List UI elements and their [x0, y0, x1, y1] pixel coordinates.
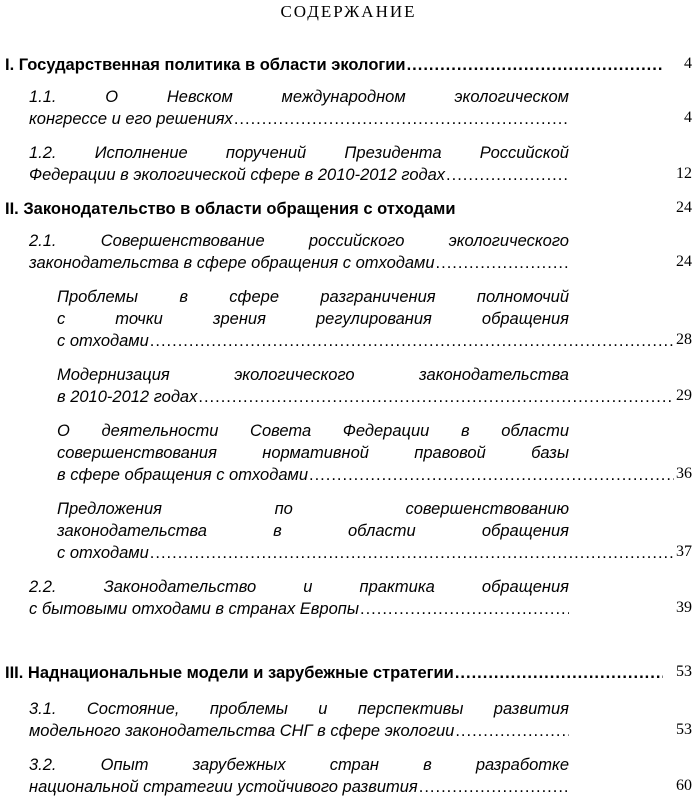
toc-section-3[interactable] — [5, 662, 663, 684]
toc-entry-3-1[interactable] — [29, 698, 569, 742]
entry-text: Предложения по совершенствованию — [57, 500, 569, 518]
entry-text: законодательства в области обращения — [57, 522, 569, 540]
toc-entry-3-2[interactable] — [29, 754, 569, 798]
entry-text: в 2010-2012 годах — [57, 388, 198, 406]
toc-entry-1-1[interactable] — [29, 86, 569, 130]
toc-entry-2-1[interactable] — [29, 230, 569, 274]
page-number: 60 — [676, 777, 692, 794]
entry-text: 2.1. Совершенствование российского экологического — [29, 232, 569, 250]
page-number: 28 — [676, 331, 692, 348]
leader-dots — [455, 662, 663, 684]
leader-dots — [150, 542, 674, 564]
entry-text: с бытовыми отходами в странах Европы — [29, 600, 359, 618]
entry-text: 1.1. О Невском международном экологическом — [29, 88, 569, 106]
entry-text: модельного законодательства СНГ в сфере экологии — [29, 722, 455, 740]
page-number: 12 — [676, 165, 692, 182]
entry-text: О деятельности Совета Федерации в области — [57, 422, 569, 440]
toc-title: СОДЕРЖАНИЕ — [280, 2, 417, 21]
toc-subentry-federation-council[interactable] — [57, 420, 569, 486]
page-number: 36 — [676, 465, 692, 482]
leader-dots — [150, 330, 674, 352]
leader-dots — [407, 54, 663, 76]
page-number: 53 — [676, 721, 692, 738]
entry-text: законодательства в сфере обращения с отходами — [29, 254, 435, 272]
leader-dots — [446, 164, 569, 186]
leader-dots — [436, 252, 569, 274]
leader-dots — [455, 720, 569, 742]
entry-text: 3.2. Опыт зарубежных стран в разработке — [29, 756, 569, 774]
page-number: 37 — [676, 543, 692, 560]
entry-text: национальной стратегии устойчивого развития — [29, 778, 418, 796]
entry-text: 1.2. Исполнение поручений Президента Российской — [29, 144, 569, 162]
page-number: 53 — [676, 663, 692, 680]
entry-text: с отходами — [57, 544, 149, 562]
entry-text: III. Наднациональные модели и зарубежные стратегии — [5, 664, 454, 682]
leader-dots — [360, 598, 569, 620]
entry-text: конгрессе и его решениях — [29, 110, 233, 128]
leader-dots — [234, 108, 569, 130]
page-number: 24 — [676, 199, 692, 216]
toc-entry-2-2[interactable] — [29, 576, 569, 620]
entry-text: 3.1. Состояние, проблемы и перспективы развития — [29, 700, 569, 718]
toc-subentry-problems[interactable] — [57, 286, 569, 352]
entry-text: Федерации в экологической сфере в 2010-2012 годах — [29, 166, 446, 184]
toc-entry-1-2[interactable] — [29, 142, 569, 186]
toc-section-2[interactable] — [5, 198, 663, 220]
entry-text: в сфере обращения с отходами — [57, 466, 308, 484]
page-number: 24 — [676, 253, 692, 270]
leader-dots — [198, 386, 674, 408]
entry-text: I. Государственная политика в области экологии — [5, 56, 406, 74]
entry-text: совершенствования нормативной правовой базы — [57, 444, 569, 462]
leader-dots — [309, 464, 674, 486]
page-number: 29 — [676, 387, 692, 404]
entry-text: Модернизация экологического законодательства — [57, 366, 569, 384]
toc-section-1[interactable] — [5, 54, 663, 76]
entry-text: 2.2. Законодательство и практика обращения — [29, 578, 569, 596]
entry-text: II. Законодательство в области обращения с отходами — [5, 200, 456, 218]
entry-text: с отходами — [57, 332, 149, 350]
toc-subentry-modernization[interactable] — [57, 364, 569, 408]
entry-text: с точки зрения регулирования обращения — [57, 310, 569, 328]
entry-text: Проблемы в сфере разграничения полномочий — [57, 288, 569, 306]
leader-dots — [419, 776, 569, 798]
toc-subentry-proposals[interactable] — [57, 498, 569, 564]
page-number: 4 — [684, 109, 692, 126]
page-number: 4 — [684, 55, 692, 72]
page-number: 39 — [676, 599, 692, 616]
